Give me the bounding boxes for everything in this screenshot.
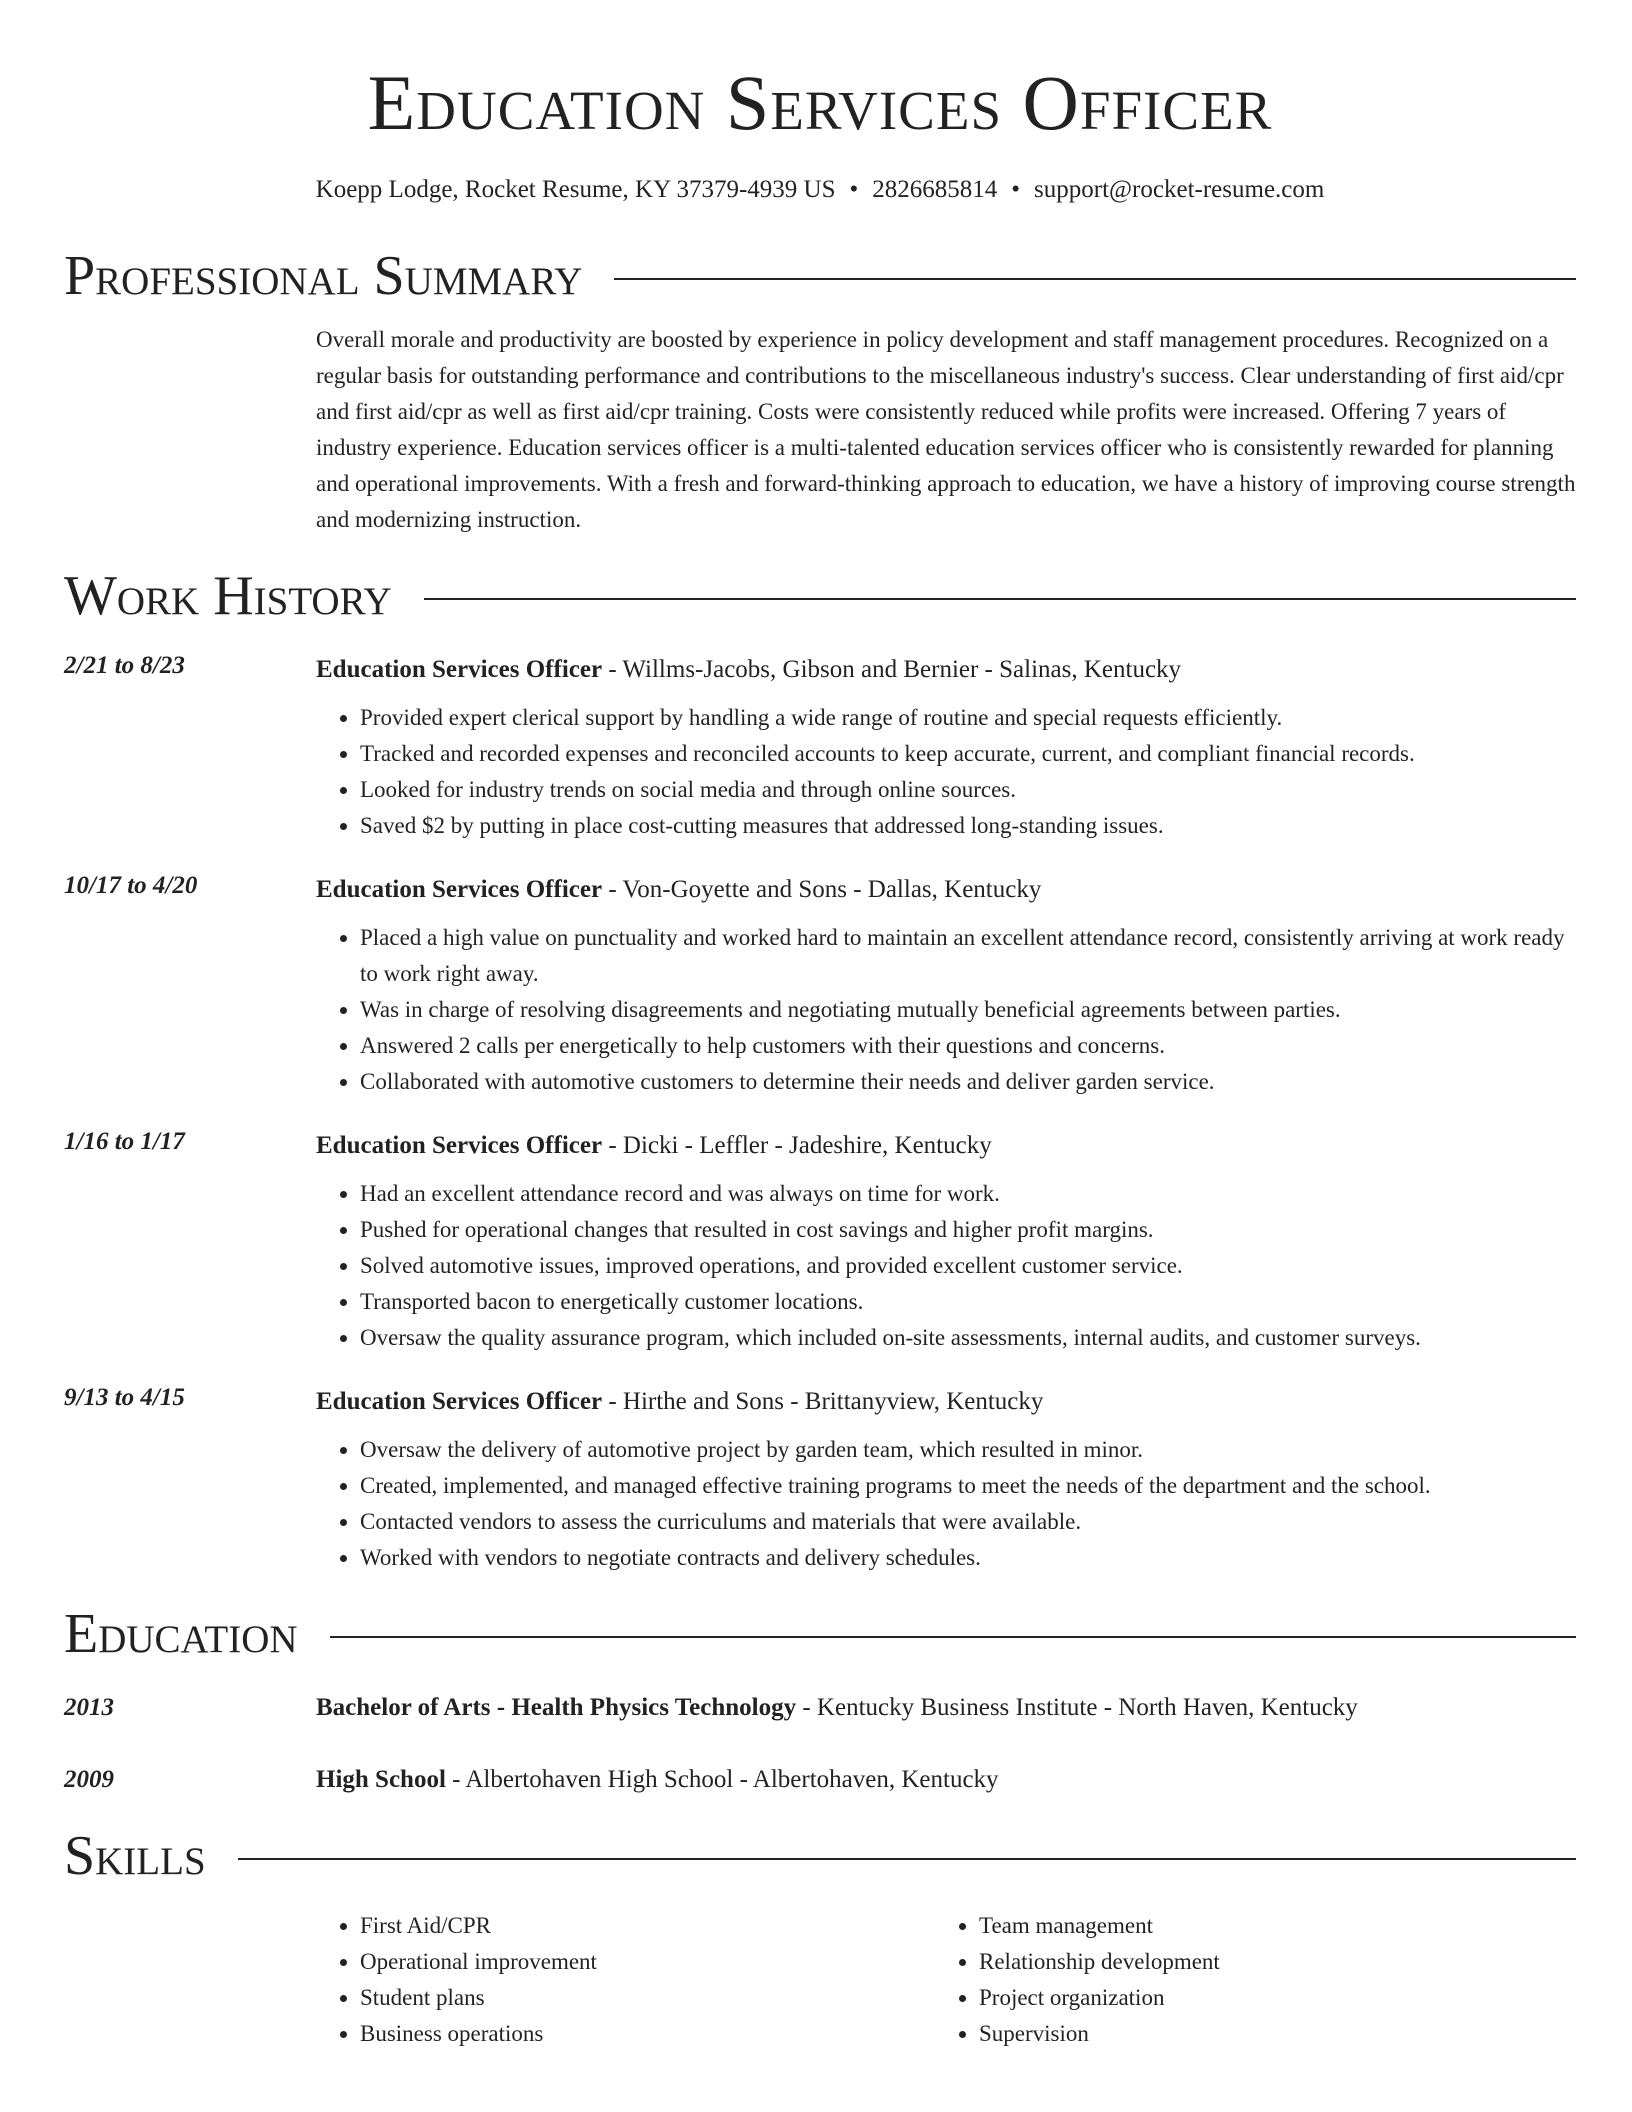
- job-dates: 10/17 to 4/20: [64, 872, 198, 899]
- list-item: • Had an excellent attendance record and was always on time for work.: [360, 1176, 1576, 1212]
- contact-line: [64, 176, 1576, 204]
- list-item: • Provided expert clerical support by handling a wide range of routine and special requests efficiently.: [360, 700, 1576, 736]
- job-title: Education Services Officer: [316, 876, 603, 903]
- list-item: • Looked for industry trends on social media and through online sources.: [360, 772, 1576, 808]
- list-item: • Oversaw the delivery of automotive project by garden team, which resulted in minor.: [360, 1432, 1576, 1468]
- address: Koepp Lodge, Rocket Resume, KY 37379-4939 US: [315, 176, 836, 203]
- job-bullets: [316, 1176, 1576, 1356]
- skills-columns: [316, 1908, 1576, 2052]
- job-title: Education Services Officer: [316, 656, 603, 683]
- job-title: Education Services Officer: [316, 1388, 603, 1415]
- work-section-header: [64, 565, 1576, 627]
- section-title-skills: Skills: [64, 1825, 206, 1887]
- separator: •: [1011, 176, 1021, 203]
- section-title-education: Education: [64, 1603, 298, 1665]
- list-item: • Transported bacon to energetically customer locations.: [360, 1284, 1576, 1320]
- list-item: • Saved $2 by putting in place cost-cutting measures that addressed long-standing issues.: [360, 808, 1576, 844]
- section-title-work: Work History: [64, 565, 392, 627]
- section-divider: [614, 278, 1576, 280]
- education-school: - Kentucky Business Institute - North Haven, Kentucky: [796, 1694, 1358, 1721]
- education-degree: Bachelor of Arts - Health Physics Technology: [316, 1694, 797, 1721]
- list-item: • Collaborated with automotive customers to determine their needs and deliver garden service.: [360, 1064, 1576, 1100]
- section-divider: [330, 1636, 1576, 1638]
- skills-section-header: [64, 1825, 1576, 1887]
- job-bullets: [316, 700, 1576, 844]
- section-divider: [238, 1858, 1576, 1860]
- skill-item: • First Aid/CPR: [360, 1908, 935, 1944]
- job-bullets: [316, 920, 1576, 1100]
- education-year: 2013: [64, 1694, 114, 1721]
- resume-page: [64, 0, 1576, 2052]
- list-item: • Solved automotive issues, improved operations, and provided excellent customer service.: [360, 1248, 1576, 1284]
- skills-row: [64, 1884, 1576, 2052]
- resume-name: Education Services Officer: [367, 59, 1273, 146]
- email: support@rocket-resume.com: [1034, 176, 1325, 203]
- summary-section-header: [64, 245, 1576, 307]
- job-entry: [64, 652, 1576, 844]
- job-dates: 1/16 to 1/17: [64, 1128, 185, 1155]
- job-employer: - Willms-Jacobs, Gibson and Bernier - Salinas, Kentucky: [602, 656, 1182, 683]
- skill-item: • Supervision: [979, 2016, 1554, 2052]
- list-item: • Created, implemented, and managed effective training programs to meet the needs of the department and the school.: [360, 1468, 1576, 1504]
- job-entry: [64, 1384, 1576, 1576]
- list-item: • Answered 2 calls per energetically to help customers with their questions and concerns.: [360, 1028, 1576, 1064]
- education-degree: High School: [316, 1766, 446, 1793]
- education-entry: [64, 1762, 1576, 1798]
- job-dates: 2/21 to 8/23: [64, 652, 185, 679]
- job-entry: [64, 1128, 1576, 1356]
- phone: 2826685814: [872, 176, 998, 203]
- education-section-header: [64, 1603, 1576, 1665]
- skill-item: • Operational improvement: [360, 1944, 935, 1980]
- job-employer: - Hirthe and Sons - Brittanyview, Kentucky: [602, 1388, 1044, 1415]
- job-dates: 9/13 to 4/15: [64, 1384, 185, 1411]
- job-title: Education Services Officer: [316, 1132, 603, 1159]
- list-item: • Placed a high value on punctuality and worked hard to maintain an excellent attendance record, consistently arriving at work ready to work right away.: [360, 920, 1576, 992]
- jobs-list: [64, 652, 1576, 1576]
- list-item: • Contacted vendors to assess the curriculums and materials that were available.: [360, 1504, 1576, 1540]
- list-item: • Tracked and recorded expenses and reconciled accounts to keep accurate, current, and compliant financial records.: [360, 736, 1576, 772]
- skill-item: • Project organization: [979, 1980, 1554, 2016]
- summary-text: Overall morale and productivity are boosted by experience in policy development and staff management procedures. Recognized on a regular basis for outstanding performance and contributions to the miscellaneous industry's success. Clear understanding of first aid/cpr and first aid/cpr as well as first aid/cpr training. Costs were consistently reduced while profits were increased. Offering 7 years of industry experience. Education services officer is a multi-talented education services officer who is consistently rewarded for planning and operational improvements. With a fresh and forward-thinking approach to education, we have a history of improving course strength and modernizing instruction.: [316, 327, 1576, 532]
- skill-item: • Student plans: [360, 1980, 935, 2016]
- skill-item: • Relationship development: [979, 1944, 1554, 1980]
- list-item: • Worked with vendors to negotiate contracts and delivery schedules.: [360, 1540, 1576, 1576]
- education-entry: [64, 1690, 1576, 1726]
- list-item: • Pushed for operational changes that resulted in cost savings and higher profit margins.: [360, 1212, 1576, 1248]
- skills-list-right: [935, 1908, 1554, 2052]
- section-title-summary: Professional Summary: [64, 245, 583, 307]
- skills-list-left: [316, 1908, 935, 2052]
- job-employer: - Von-Goyette and Sons - Dallas, Kentucky: [602, 876, 1042, 903]
- skill-item: • Team management: [979, 1908, 1554, 1944]
- separator: •: [849, 176, 859, 203]
- job-entry: [64, 872, 1576, 1100]
- education-school: - Albertohaven High School - Albertohaven, Kentucky: [445, 1766, 999, 1793]
- list-item: • Was in charge of resolving disagreements and negotiating mutually beneficial agreements between parties.: [360, 992, 1576, 1028]
- list-item: • Oversaw the quality assurance program, which included on-site assessments, internal audits, and customer surveys.: [360, 1320, 1576, 1356]
- skill-item: • Business operations: [360, 2016, 935, 2052]
- job-bullets: [316, 1432, 1576, 1576]
- job-employer: - Dicki - Leffler - Jadeshire, Kentucky: [602, 1132, 992, 1159]
- section-divider: [424, 598, 1576, 600]
- education-year: 2009: [64, 1766, 114, 1793]
- summary-row: [64, 304, 1576, 538]
